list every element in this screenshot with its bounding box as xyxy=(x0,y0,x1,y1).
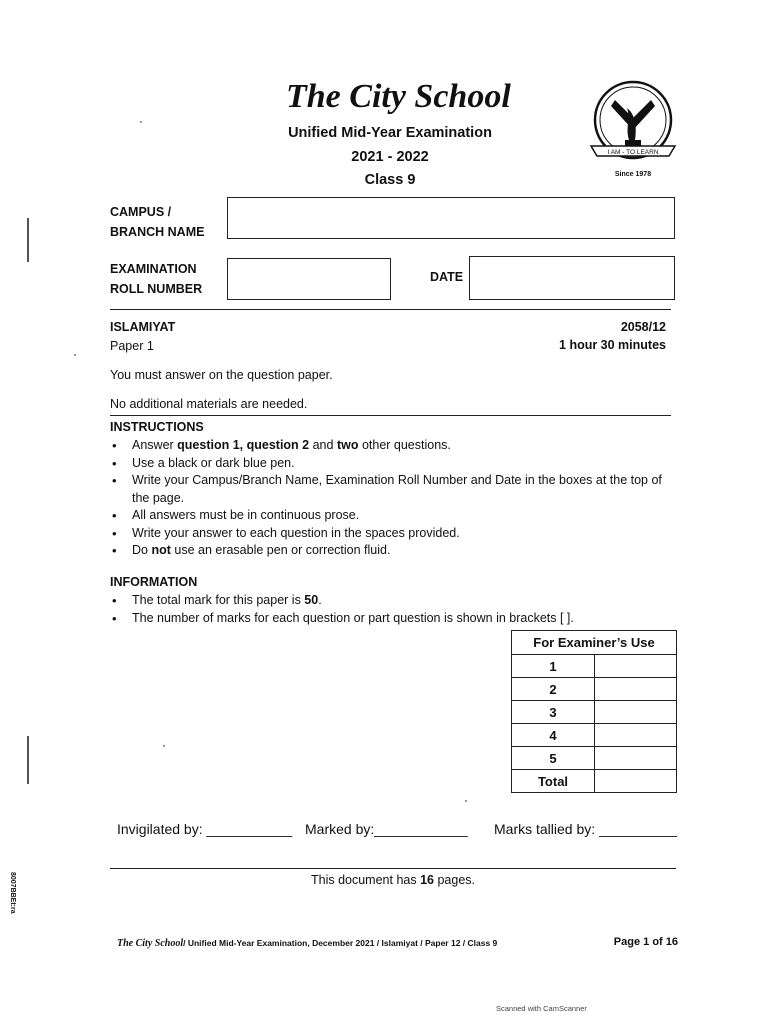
date-input-box[interactable] xyxy=(469,256,675,300)
scan-speck xyxy=(74,354,76,356)
table-row xyxy=(512,770,677,793)
table-row xyxy=(512,724,677,747)
scan-speck xyxy=(163,745,165,747)
school-name-title: The City School xyxy=(286,78,511,115)
information-item: • The number of marks for each question or part question is shown in brackets [ ]. xyxy=(110,610,670,628)
examiners-use-table xyxy=(511,630,677,793)
instructions-list xyxy=(110,437,670,560)
invigilated-by[interactable]: Invigilated by: ___________ xyxy=(117,821,293,837)
scan-speck xyxy=(140,121,142,123)
marks-cell[interactable] xyxy=(595,747,677,770)
logo-motto: I AM - TO LEARN xyxy=(607,149,659,156)
campus-input-box[interactable] xyxy=(227,197,675,239)
scanner-watermark: Scanned with CamScanner xyxy=(496,1004,587,1013)
scan-speck xyxy=(465,800,467,802)
marks-tallied-by[interactable]: Marks tallied by: __________ xyxy=(494,821,677,837)
subject-name: ISLAMIYAT xyxy=(110,320,176,334)
instruction-item: • Answer question 1, question 2 and two other questions. xyxy=(110,437,670,455)
date-label: DATE xyxy=(430,270,464,284)
scan-mark-left-bottom xyxy=(27,736,29,784)
question-number: 3 xyxy=(512,701,595,724)
document-page-count: This document has 16 pages. xyxy=(310,873,475,887)
exam-session: 2021 - 2022 xyxy=(351,149,429,165)
instruction-item: • Write your Campus/Branch Name, Examination Roll Number and Date in the boxes at the top of the page. xyxy=(110,472,670,507)
marks-cell[interactable] xyxy=(595,655,677,678)
footer-school-script: The City School xyxy=(117,938,184,949)
exam-class: Class 9 xyxy=(364,172,416,188)
paper-duration: 1 hour 30 minutes xyxy=(559,338,666,352)
marks-cell[interactable] xyxy=(595,724,677,747)
paper-number: Paper 1 xyxy=(110,339,154,353)
table-row xyxy=(512,747,677,770)
scan-mark-left-top xyxy=(27,218,29,262)
question-number: 1 xyxy=(512,655,595,678)
marked-by[interactable]: Marked by:____________ xyxy=(305,821,468,837)
instruction-item: • Do not use an erasable pen or correction fluid. xyxy=(110,542,670,560)
table-row xyxy=(512,655,677,678)
question-number: 5 xyxy=(512,747,595,770)
divider-top xyxy=(110,309,671,310)
marks-cell[interactable] xyxy=(595,701,677,724)
information-item: • The total mark for this paper is 50. xyxy=(110,592,670,610)
paper-code: 2058/12 xyxy=(620,320,666,334)
information-list xyxy=(110,592,670,627)
examiners-use-heading: For Examiner’s Use xyxy=(512,631,677,655)
divider-bottom xyxy=(110,868,676,869)
roll-number-label: EXAMINATION ROLL NUMBER xyxy=(110,262,203,296)
table-row xyxy=(512,701,677,724)
instructions-heading: INSTRUCTIONS xyxy=(110,420,204,434)
note-answer-on-paper: You must answer on the question paper. xyxy=(110,368,333,382)
table-row xyxy=(512,678,677,701)
total-cell[interactable] xyxy=(595,770,677,793)
divider-instructions xyxy=(110,415,671,416)
logo-since: Since 1978 xyxy=(614,171,652,178)
exam-title: Unified Mid-Year Examination xyxy=(288,125,492,141)
question-number: 4 xyxy=(512,724,595,747)
footer-reference: The City School/ Unified Mid-Year Examination, December 2021 / Islamiyat / Paper 12 / Class 9 xyxy=(117,938,498,949)
campus-label: CAMPUS / BRANCH NAME xyxy=(110,205,205,239)
instruction-item: • All answers must be in continuous prose. xyxy=(110,507,670,525)
marks-cell[interactable] xyxy=(595,678,677,701)
instruction-item: • Write your answer to each question in the spaces provided. xyxy=(110,525,670,543)
total-label: Total xyxy=(512,770,595,793)
roll-number-input-box[interactable] xyxy=(227,258,391,300)
school-logo xyxy=(585,78,681,182)
question-number: 2 xyxy=(512,678,595,701)
side-serial-code: 8007BBEt:ra xyxy=(9,872,16,914)
footer-page-number: Page 1 of 16 xyxy=(613,936,678,948)
note-no-materials: No additional materials are needed. xyxy=(110,397,308,411)
information-heading: INFORMATION xyxy=(110,575,198,589)
instruction-item: • Use a black or dark blue pen. xyxy=(110,455,670,473)
